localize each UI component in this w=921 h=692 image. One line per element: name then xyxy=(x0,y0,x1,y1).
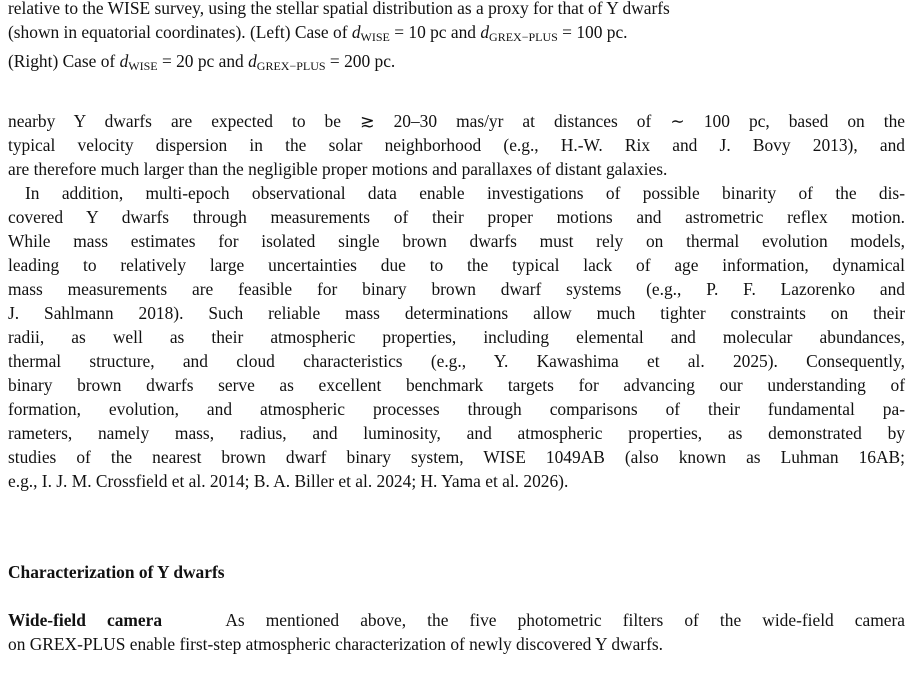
paragraph-2-line: covered Y dwarfs through measurements of their proper motions and astrometric reflex motion. xyxy=(8,207,905,227)
paragraph-2-line: leading to relatively large uncertainties due to the typical lack of age information, dynamical xyxy=(8,255,905,275)
paragraph-1-line: typical velocity dispersion in the solar neighborhood (e.g., H.-W. Rix and J. Bovy 2013), and xyxy=(8,135,905,155)
paragraph-1-line: are therefore much larger than the negligible proper motions and parallaxes of distant galaxies. xyxy=(8,159,668,179)
math-symbol: $d_{WISE}$ xyxy=(351,22,390,44)
paragraph-2-line: e.g., I. J. M. Crossfield et al. 2014; B. A. Biller et al. 2024; H. Yama et al. 2026). xyxy=(8,471,569,491)
paragraph-2-line: rameters, namely mass, radius, and luminosity, and atmospheric properties, as demonstrated by xyxy=(8,423,905,443)
paragraph-2-line: J. Sahlmann 2018). Such reliable mass determinations allow much tighter constraints on their xyxy=(8,303,905,323)
caption-line-2 xyxy=(8,20,905,49)
runin-heading: Wide-field camera xyxy=(8,610,163,630)
paragraph-3-line-1 xyxy=(8,608,905,632)
paragraph-proper-motion xyxy=(8,109,905,181)
paragraph-1-line: nearby Y dwarfs are expected to be ≳ 20–30 mas/yr at distances of ∼ 100 pc, based on the xyxy=(8,111,905,131)
section-heading: Characterization of Y dwarfs xyxy=(8,562,225,582)
caption-line-3-text: (Right) Case of $d_{WISE} = 20$ pc and $d_{GREX-PLUS} = 200$ pc. xyxy=(8,51,396,73)
paragraph-binarity xyxy=(8,181,905,493)
math-symbol: $d_{GREX-PLUS}$ xyxy=(248,51,326,73)
caption-line-2-text: (shown in equatorial coordinates). (Left) Case of $d_{WISE} = 10$ pc and $d_{GREX-PLUS} = 100$ pc. xyxy=(8,22,628,44)
math-symbol: $d_{GREX-PLUS}$ xyxy=(480,22,558,44)
paragraph-2-line: mass measurements are feasible for binary brown dwarf systems (e.g., P. F. Lazorenko and xyxy=(8,279,905,299)
paragraph-2-line: thermal structure, and cloud characteristics (e.g., Y. Kawashima et al. 2025). Consequently, xyxy=(8,351,905,371)
figure-caption xyxy=(8,0,905,78)
paragraph-3-line-2: on GREX-PLUS enable first-step atmospheric characterization of newly discovered Y dwarfs. xyxy=(8,634,663,654)
math-symbol: $d_{WISE}$ xyxy=(119,51,158,73)
paragraph-3-line-1-text: As mentioned above, the five photometric filters of the wide-field camera xyxy=(225,610,905,630)
paragraph-2-line: binary brown dwarfs serve as excellent benchmark targets for advancing our understanding of xyxy=(8,375,905,395)
paragraph-wide-field-camera xyxy=(8,608,905,656)
caption-line-3 xyxy=(8,49,905,78)
caption-line-1: relative to the WISE survey, using the stellar spatial distribution as a proxy for that of Y dwarfs xyxy=(8,0,670,18)
paragraph-2-line: studies of the nearest brown dwarf binary system, WISE 1049AB (also known as Luhman 16AB; xyxy=(8,447,905,467)
paragraph-2-line: radii, as well as their atmospheric properties, including elemental and molecular abundances, xyxy=(8,327,905,347)
paragraph-2-line: In addition, multi-epoch observational data enable investigations of possible binarity of the dis- xyxy=(25,183,905,203)
paragraph-2-line: formation, evolution, and atmospheric processes through comparisons of their fundamental pa- xyxy=(8,399,905,419)
paragraph-2-line: While mass estimates for isolated single brown dwarfs must rely on thermal evolution models, xyxy=(8,231,905,251)
